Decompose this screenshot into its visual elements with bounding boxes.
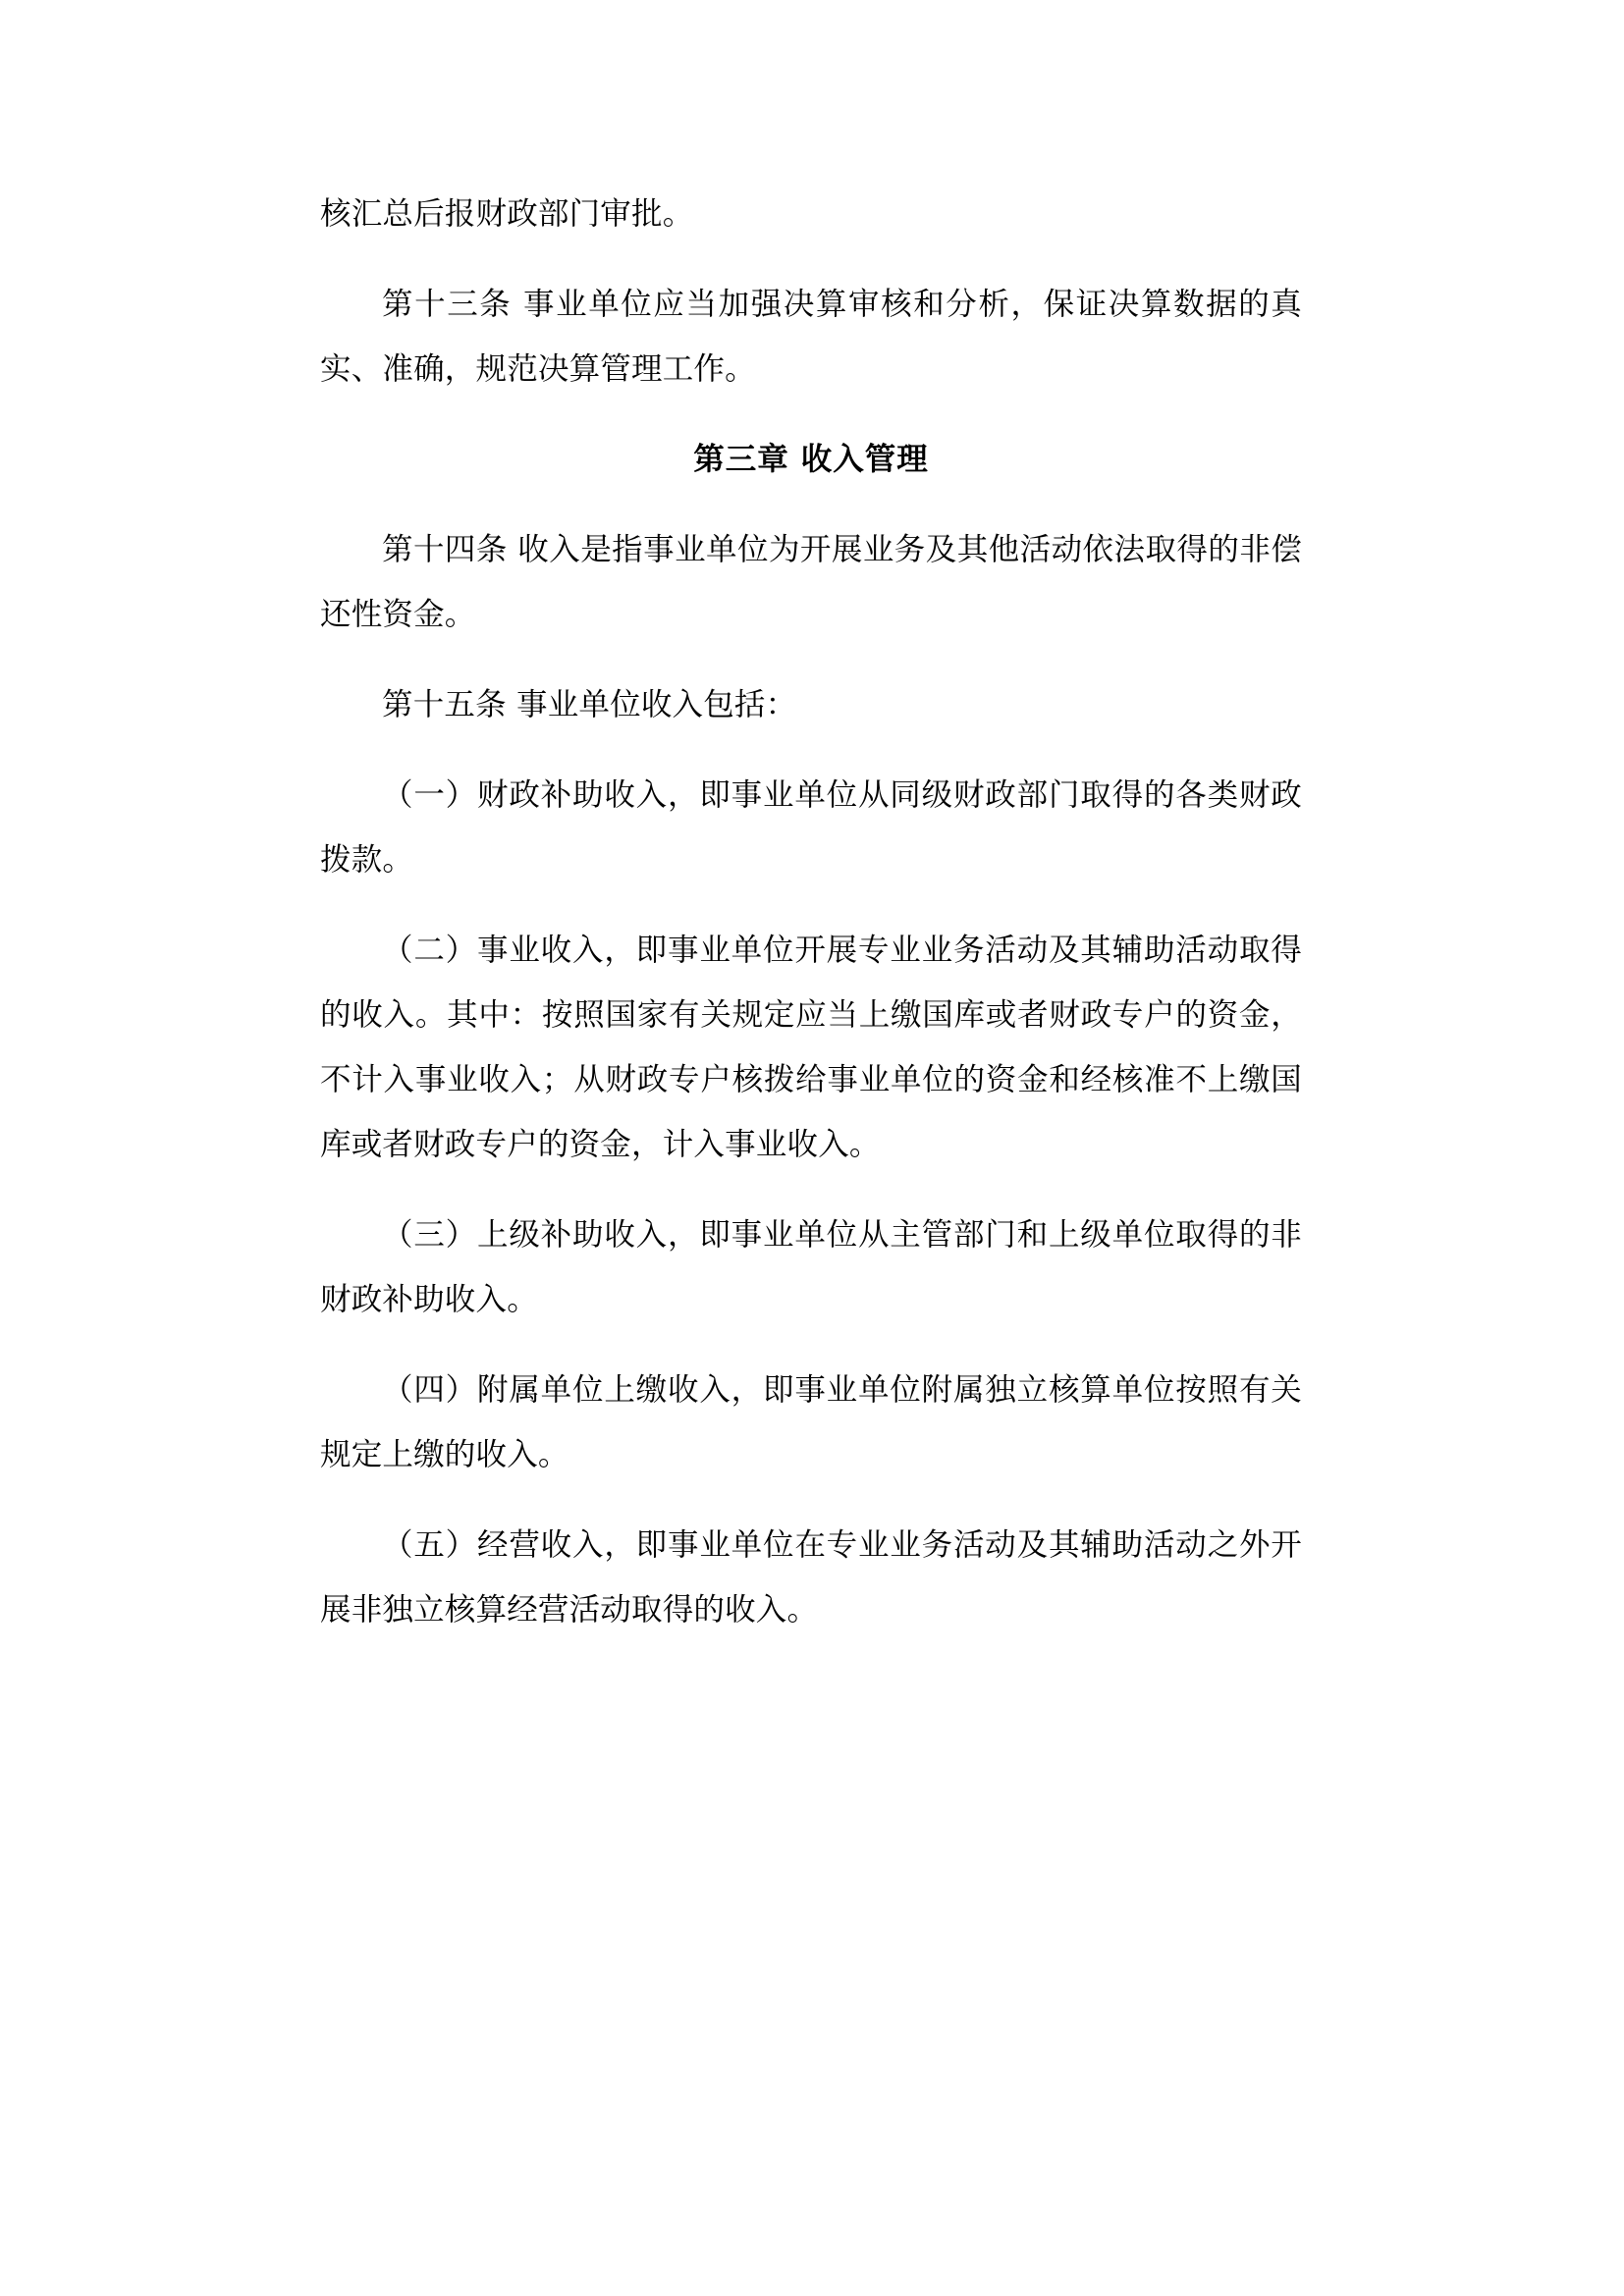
- paragraph-continued: 核汇总后报财政部门审批。: [320, 196, 694, 232]
- paragraph-article-14: 第十四条 收入是指事业单位为开展业务及其他活动依法取得的非偿还性资金。: [320, 532, 1302, 632]
- paragraph-article-13: 第十三条 事业单位应当加强决算审核和分析，保证决算数据的真实、准确，规范决算管理工作。: [320, 287, 1302, 387]
- paragraph-item-3: （三）上级补助收入，即事业单位从主管部门和上级单位取得的非财政补助收入。: [320, 1217, 1302, 1317]
- paragraph-item-4: （四）附属单位上缴收入，即事业单位附属独立核算单位按照有关规定上缴的收入。: [320, 1372, 1302, 1472]
- paragraph-item-5: （五）经营收入，即事业单位在专业业务活动及其辅助活动之外开展非独立核算经营活动取得的收入。: [320, 1527, 1302, 1628]
- chapter-heading-3: 第三章 收入管理: [693, 441, 929, 477]
- paragraph-article-15: 第十五条 事业单位收入包括：: [382, 687, 797, 722]
- paragraph-item-2: （二）事业收入，即事业单位开展专业业务活动及其辅助活动取得的收入。其中：按照国家有关规定应当上缴国库或者财政专户的资金，不计入事业收入；从财政专户核拨给事业单位的资金和经核准不上缴国库或者财政专户的资金，计入事业收入。: [320, 933, 1302, 1162]
- paragraph-item-1: （一）财政补助收入，即事业单位从同级财政部门取得的各类财政拨款。: [320, 777, 1302, 878]
- document-body: [320, 182, 1302, 1668]
